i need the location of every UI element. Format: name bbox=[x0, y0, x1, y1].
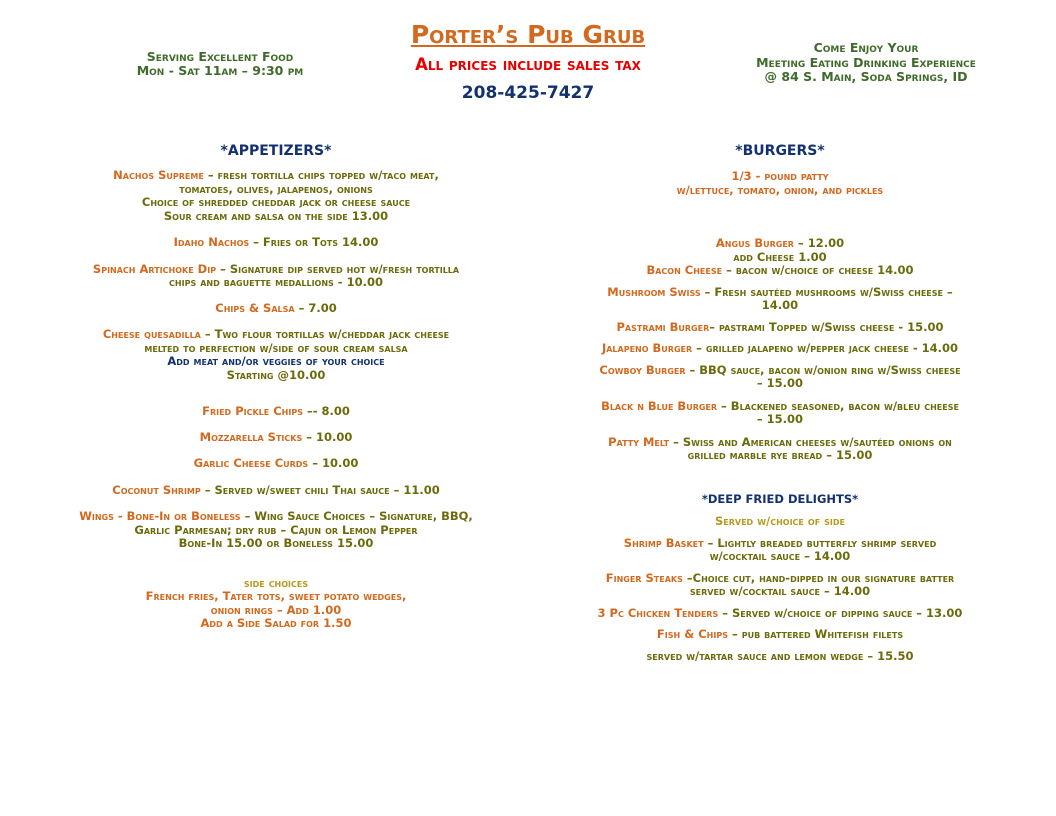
menu-item-idaho-nachos bbox=[36, 236, 516, 250]
item-desc: – fresh tortilla chips topped w/taco meat, bbox=[203, 168, 439, 182]
item-desc: – 10.00 bbox=[308, 456, 359, 470]
menu-item-chips-salsa bbox=[36, 302, 516, 316]
menu-item-chicken-tenders bbox=[544, 607, 1016, 621]
item-name: Wings - Bone-In or Boneless bbox=[79, 509, 241, 523]
item-name: Jalapeno Burger bbox=[601, 341, 693, 355]
menu-item-cheese-curds bbox=[36, 457, 516, 471]
item-desc: – Fries or Tots 14.00 bbox=[249, 235, 379, 249]
item-name: Garlic Cheese Curds bbox=[193, 456, 309, 470]
item-name: 3 Pc Chicken Tenders bbox=[597, 605, 719, 620]
item-name: Fried Pickle Chips bbox=[202, 404, 303, 418]
page-title: Porter’s Pub Grub bbox=[410, 20, 646, 49]
item-name: Cowboy Burger bbox=[599, 362, 686, 377]
item-desc: – Wing Sauce Choices – Signature, BBQ, bbox=[240, 509, 473, 523]
item-desc: – Served w/choice of dipping sauce – 13.00 bbox=[718, 605, 963, 620]
item-desc: served w/tartar sauce and lemon wedge – 15.50 bbox=[646, 648, 914, 663]
item-name: Chips & Salsa bbox=[215, 300, 295, 315]
item-desc: – BBQ sauce, bacon w/onion ring w/Swiss cheese bbox=[685, 362, 961, 377]
item-name: Black n Blue Burger bbox=[601, 398, 718, 413]
item-name: Nachos Supreme bbox=[113, 168, 204, 182]
item-desc: chips and baguette medallions - 10.00 bbox=[169, 275, 383, 289]
side-choices-block bbox=[36, 577, 516, 631]
location-line-1: Come Enjoy Your bbox=[813, 40, 919, 55]
hours-line-1: Serving Excellent Food bbox=[146, 49, 294, 64]
item-desc: Starting @10.00 bbox=[226, 367, 326, 382]
item-desc: – pub battered Whitefish filets bbox=[727, 627, 904, 641]
item-desc: – 15.00 bbox=[756, 412, 804, 426]
item-name: Finger Steaks bbox=[605, 570, 683, 585]
hours-block bbox=[95, 50, 345, 78]
menu-item-spinach-dip bbox=[36, 263, 516, 290]
location-line-3: @ 84 S. Main, Soda Springs, ID bbox=[764, 69, 968, 84]
item-name: Pastrami Burger bbox=[616, 319, 710, 334]
menu-item-cowboy-burger bbox=[544, 364, 1016, 391]
side-choices-line: French fries, Tater tots, sweet potato wedges, bbox=[145, 589, 407, 603]
item-desc: Bone-In 15.00 or Boneless 15.00 bbox=[178, 536, 374, 550]
item-desc: – 15.00 bbox=[756, 376, 804, 390]
menu-item-mushroom-swiss bbox=[544, 286, 1016, 313]
item-desc: – grilled jalapeno w/pepper jack cheese - 14.00 bbox=[692, 341, 959, 355]
burgers-intro-line: w/lettuce, tomato, onion, and pickles bbox=[676, 182, 884, 197]
item-desc: – 10.00 bbox=[302, 429, 353, 444]
item-desc: –Choice cut, hand-dipped in our signature batter bbox=[682, 570, 955, 585]
menu-item-quesadilla bbox=[36, 328, 516, 382]
item-desc: – bacon w/choice of cheese 14.00 bbox=[722, 263, 914, 277]
item-desc: – Swiss and American cheeses w/sautéed onions on bbox=[669, 434, 952, 449]
menu-item-coconut-shrimp bbox=[36, 484, 516, 498]
item-name: Coconut Shrimp bbox=[112, 482, 201, 497]
item-name: Angus Burger bbox=[715, 236, 794, 250]
item-name: Mushroom Swiss bbox=[607, 284, 701, 299]
menu-item-black-n-blue-burger bbox=[544, 400, 1016, 427]
item-desc: –- 8.00 bbox=[302, 404, 350, 418]
item-desc: add Cheese 1.00 bbox=[733, 249, 827, 264]
item-name: Idaho Nachos bbox=[173, 235, 250, 249]
menu-item-fish-chips bbox=[544, 628, 1016, 642]
menu-item-mozzarella-sticks bbox=[36, 431, 516, 445]
location-line-2: Meeting Eating Drinking Experience bbox=[756, 54, 976, 70]
item-desc: w/cocktail sauce – 14.00 bbox=[709, 549, 851, 563]
side-choices-line: onion rings – Add 1.00 bbox=[210, 602, 342, 617]
menu-item-pickle-chips bbox=[36, 405, 516, 419]
item-name: Mozzarella Sticks bbox=[199, 429, 303, 444]
item-desc: – 7.00 bbox=[294, 300, 337, 315]
title-block bbox=[348, 20, 708, 104]
item-desc: Choice of shredded cheddar jack or cheese sauce bbox=[141, 195, 411, 209]
menu-item-jalapeno-burger bbox=[544, 342, 1016, 356]
item-desc: – Lightly breaded butterfly shrimp served bbox=[703, 535, 937, 550]
burgers-heading: *BURGERS* bbox=[735, 143, 825, 159]
hours-line-2: Mon - Sat 11am – 9:30 pm bbox=[136, 63, 304, 78]
item-desc: – Served w/sweet chili Thai sauce – 11.00 bbox=[200, 482, 440, 497]
item-desc: – pastrami Topped w/Swiss cheese - 15.00 bbox=[709, 319, 944, 334]
side-choices-heading: side choices bbox=[243, 575, 309, 590]
menu-item-nachos-supreme bbox=[36, 169, 516, 223]
item-desc: melted to perfection w/side of sour cream salsa bbox=[144, 340, 408, 355]
item-desc: grilled marble rye bread – 15.00 bbox=[687, 448, 873, 462]
appetizers-column bbox=[36, 142, 516, 631]
item-name: Cheese quesadilla bbox=[102, 327, 201, 341]
location-block bbox=[716, 41, 1016, 85]
item-desc: – Blackened seasoned, bacon w/bleu cheese bbox=[717, 398, 959, 413]
burgers-column bbox=[544, 142, 1016, 663]
item-desc: – Signature dip served hot w/fresh tortilla bbox=[216, 261, 460, 276]
item-desc: – Two flour tortillas w/cheddar jack cheese bbox=[200, 327, 450, 341]
burgers-intro-line: 1/3 - pound patty bbox=[731, 169, 829, 183]
menu-item-patty-melt bbox=[544, 436, 1016, 463]
menu-item-shrimp-basket bbox=[544, 537, 1016, 564]
item-desc: tomatoes, olives, jalapenos, onions bbox=[179, 181, 373, 196]
item-desc: – Fresh sautéed mushrooms w/Swiss cheese – bbox=[700, 284, 953, 299]
item-name: Spinach Artichoke Dip bbox=[92, 261, 217, 276]
deep-fried-subheading: Served w/choice of side bbox=[714, 514, 846, 528]
item-desc: 14.00 bbox=[761, 298, 799, 312]
side-choices-line: Add a Side Salad for 1.50 bbox=[200, 616, 352, 630]
item-desc: Sour cream and salsa on the side 13.00 bbox=[163, 208, 389, 223]
tax-note: All prices include sales tax bbox=[415, 55, 641, 74]
menu-item-angus-burger bbox=[544, 237, 1016, 278]
item-name: Bacon Cheese bbox=[646, 263, 723, 277]
item-desc: – 12.00 bbox=[793, 236, 845, 250]
item-desc: served w/cocktail sauce – 14.00 bbox=[689, 584, 871, 598]
deep-fried-heading: *DEEP FRIED DELIGHTS* bbox=[701, 491, 859, 506]
menu-item-finger-steaks bbox=[544, 572, 1016, 599]
menu-item-fish-chips-desc bbox=[544, 650, 1016, 664]
item-desc: Garlic Parmesan; dry rub – Cajun or Lemon Pepper bbox=[134, 522, 418, 537]
menu-item-wings bbox=[36, 510, 516, 551]
phone-number: 208-425-7427 bbox=[461, 83, 595, 103]
item-name: Fish & Chips bbox=[656, 627, 728, 641]
appetizers-heading: *APPETIZERS* bbox=[220, 143, 332, 159]
burgers-intro bbox=[544, 170, 1016, 197]
item-desc: Add meat and/or veggies of your choice bbox=[167, 354, 385, 368]
item-name: Shrimp Basket bbox=[623, 535, 704, 550]
menu-item-pastrami-burger bbox=[544, 321, 1016, 335]
item-name: Patty Melt bbox=[608, 434, 670, 449]
